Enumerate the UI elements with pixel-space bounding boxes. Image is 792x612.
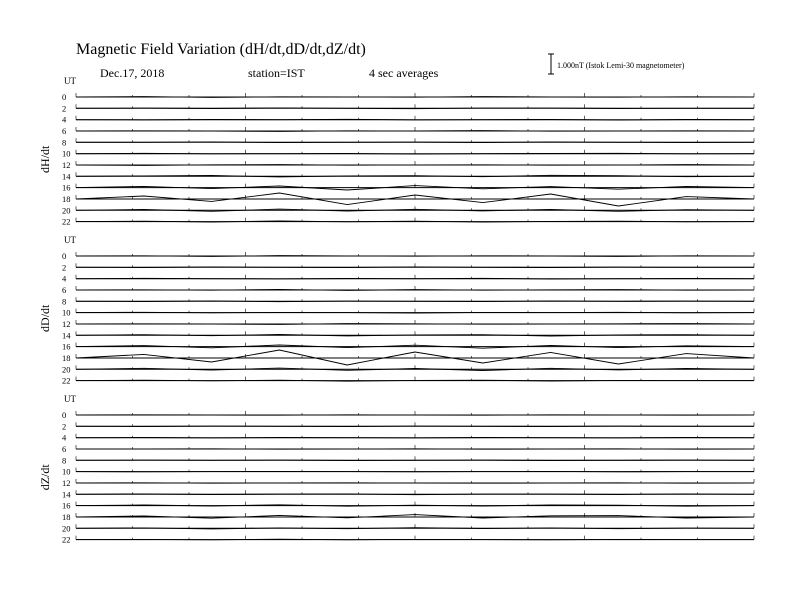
row-label: 20 <box>62 364 71 375</box>
data-trace <box>76 301 754 302</box>
row-label: 10 <box>62 466 71 477</box>
y-axis-label: dD/dt <box>38 304 52 332</box>
row-label: 16 <box>62 500 71 511</box>
row-label: 22 <box>62 534 71 545</box>
row-label: 6 <box>62 444 67 454</box>
panel-dzdt <box>38 394 754 545</box>
row-label: 12 <box>62 319 71 329</box>
row-label: 20 <box>62 523 71 534</box>
row-label: 22 <box>62 375 71 386</box>
row-label: 14 <box>62 171 71 182</box>
row-label: 20 <box>62 205 71 216</box>
row-label: 0 <box>62 251 67 261</box>
row-label: 4 <box>62 273 67 284</box>
row-label: 18 <box>62 353 71 363</box>
scale-bar-label: 1.000nT (Istok Lemi-30 magnetometer) <box>557 61 685 70</box>
row-label: 14 <box>62 489 71 500</box>
row-label: 22 <box>62 216 71 227</box>
row-label: 2 <box>62 103 67 114</box>
scale-bar <box>548 54 554 74</box>
data-trace <box>76 142 754 143</box>
station-label: station=IST <box>248 66 305 80</box>
y-axis-label: dZ/dt <box>38 464 52 491</box>
row-label: 2 <box>62 262 67 273</box>
row-label: 8 <box>62 296 67 307</box>
row-label: 0 <box>62 92 67 102</box>
ut-label: UT <box>64 76 76 86</box>
data-trace <box>76 131 754 132</box>
row-label: 10 <box>62 307 71 318</box>
ut-label: UT <box>64 394 76 404</box>
row-label: 0 <box>62 410 67 420</box>
row-label: 2 <box>62 421 67 432</box>
row-label: 12 <box>62 160 71 170</box>
row-label: 18 <box>62 512 71 522</box>
figure-title: Magnetic Field Variation (dH/dt,dD/dt,dZ/dt) <box>76 41 366 58</box>
row-label: 4 <box>62 114 67 125</box>
y-axis-label: dH/dt <box>38 145 52 173</box>
averaging-label: 4 sec averages <box>369 66 439 80</box>
row-label: 18 <box>62 194 71 204</box>
row-label: 16 <box>62 341 71 352</box>
panels-group <box>38 76 754 545</box>
panel-dddt <box>38 235 754 386</box>
row-label: 10 <box>62 148 71 159</box>
row-label: 12 <box>62 478 71 488</box>
date-label: Dec.17, 2018 <box>100 66 165 80</box>
ut-label: UT <box>64 235 76 245</box>
row-label: 8 <box>62 455 67 466</box>
row-label: 14 <box>62 330 71 341</box>
row-label: 4 <box>62 432 67 443</box>
row-label: 8 <box>62 137 67 148</box>
row-label: 16 <box>62 182 71 193</box>
panel-dhdt <box>38 76 754 227</box>
row-label: 6 <box>62 126 67 136</box>
row-label: 6 <box>62 285 67 295</box>
data-trace <box>76 539 754 540</box>
